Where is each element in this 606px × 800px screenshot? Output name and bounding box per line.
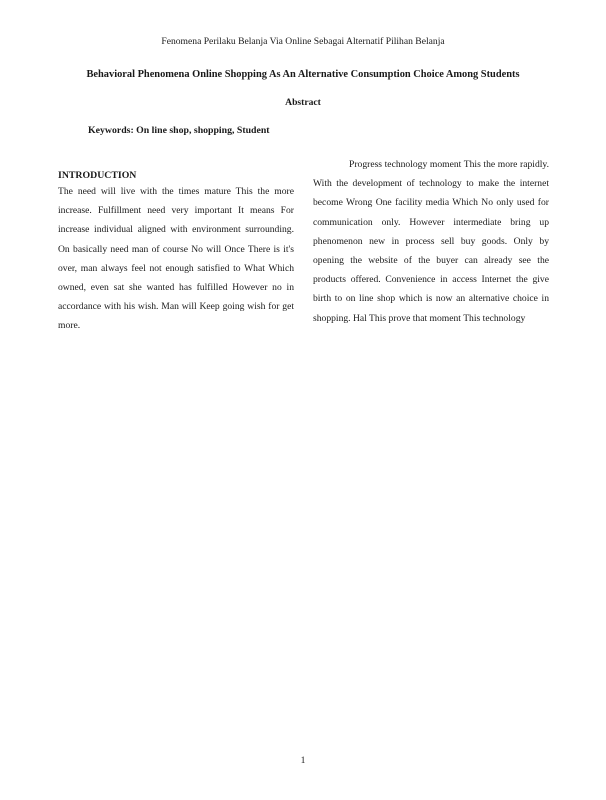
running-header: Fenomena Perilaku Belanja Via Online Sebagai Alternatif Pilihan Belanja — [161, 36, 445, 47]
abstract-heading: Abstract — [285, 97, 321, 108]
right-column — [313, 155, 549, 328]
page-number: 1 — [300, 755, 306, 766]
keywords-line: Keywords: On line shop, shopping, Student — [88, 125, 270, 136]
introduction-heading: INTRODUCTION — [58, 170, 137, 181]
technology-paragraph: Progress technology moment This the more rapidly. With the development of technology to make the internet become Wrong One facility media Which No only used for communication only. However intermediate bring up phenomenon new in process sell buy goods. Only by opening the website of the buyer can already see the products offered. Convenience in access Internet the give birth to on line shop which is now an alternative choice in shopping. Hal This prove that moment This technology — [313, 159, 549, 324]
introduction-paragraph: The need will live with the times mature This the more increase. Fulfillment need very important It means For increase individual aligned with environment surrounding. On basically need man of course No will Once There is it's over, man always feel not enough satisfied to What Which owned, even sat she wanted has fulfilled However no in accordance with his wish. Man will Keep going wish for get more. — [58, 186, 294, 332]
left-column — [58, 170, 294, 336]
paper-title: Behavioral Phenomena Online Shopping As An Alternative Consumption Choice Among Students — [86, 69, 520, 80]
